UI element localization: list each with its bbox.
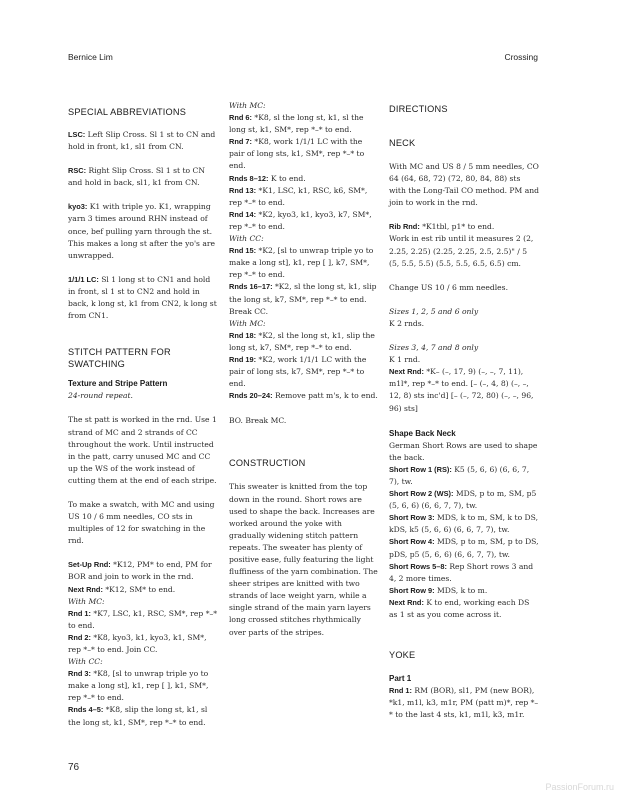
setup-round — [68, 559, 218, 583]
next-round-text: *K12, SM* to end. — [102, 584, 176, 594]
short-row-1-text: K5 (5, 6, 6) (6, 6, 7, 7), tw. — [389, 464, 530, 486]
next-round-label: Next Rnd: — [68, 584, 103, 594]
round-18 — [229, 330, 379, 354]
setup-round-label: Set-Up Rnd: — [68, 560, 111, 570]
round-13 — [229, 185, 379, 209]
header-author: Bernice Lim — [68, 52, 113, 62]
special-abbreviations-heading: SPECIAL ABBREVIATIONS — [68, 107, 187, 117]
short-row-2-label: Short Row 2 (WS): — [389, 489, 454, 499]
round-3-label: Rnd 3: — [68, 669, 91, 679]
pattern-paragraph-1: The st patt is worked in the rnd. Use 1 strand of MC and 2 strands of CC throughout the work. Until instructed in the patt, carry unused MC and CC up the WS of the work instead of cutting them at the end of each stripe. — [68, 415, 217, 485]
round-14 — [229, 209, 379, 233]
round-18-text: *K2, sl the long st, k1, slip the long st, k7, SM*, rep *–* to end. — [229, 330, 375, 352]
abbr-kyo3-label: kyo3: — [68, 202, 88, 212]
round-3 — [68, 668, 218, 704]
column-1 — [68, 100, 218, 729]
round-18-label: Rnd 18: — [229, 330, 257, 340]
setup-round-text: *K12, PM* to end, PM for BOR and join to work in the rnd. — [68, 560, 212, 582]
with-cc-note: With CC: — [68, 657, 103, 667]
abbr-kyo3-text: K1 with triple yo. K1, wrapping yarn 3 times around RHN instead of once, bef pulling yarn through the st. This makes a long st after the yo's are unwrapped. — [68, 202, 215, 260]
abbr-rsc-text: Right Slip Cross. Sl 1 st to CN and hold in back, sl1, k1 from CN. — [68, 166, 205, 188]
next-round-work-ds — [389, 597, 539, 621]
round-15-text: *K2, [sl to unwrap triple yo to make a long st], k1, rep [ ], k7, SM*, rep *–* to end. — [229, 246, 374, 280]
short-row-3-text: MDS, k to m, SM, k to DS, kDS, k5 (5, 6, 6) (6, 6, 7, 7), tw. — [389, 513, 538, 535]
next-round-work-ds-label: Next Rnd: — [389, 597, 424, 607]
short-row-9 — [389, 585, 539, 597]
sizes-note-1: Sizes 1, 2, 5 and 6 only — [389, 306, 479, 316]
change-needles: Change US 10 / 6 mm needles. — [389, 282, 508, 292]
rounds-20-24 — [229, 390, 379, 402]
next-round-work-ds-text: K to end, working each DS as 1 st as you come across it. — [389, 597, 530, 619]
round-6-text: *K8, sl the long st, k1, sl the long st, k1, SM*, rep *–* to end. — [229, 113, 364, 135]
round-13-text: *K1, LSC, k1, RSC, k6, SM*, rep *–* to end. — [229, 185, 368, 207]
next-round — [68, 584, 218, 596]
abbr-lc — [68, 274, 218, 322]
abbr-lc-text: Sl 1 long st to CN1 and hold in front, sl 1 st to CN2 and hold in back, k long st, k1 from CN2, k long st from CN1. — [68, 274, 217, 321]
with-mc-note: With MC: — [68, 596, 105, 606]
construction-heading: CONSTRUCTION — [229, 458, 306, 469]
rib-continue: Work in est rib until it measures 2 (2, 2.25, 2.25) (2.25, 2.25, 2.5, 2.5)" / 5 (5, 5.5, 5.5) (5.5, 5.5, 6.5, 6.5) cm. — [389, 234, 534, 268]
abbr-lsc-text: Left Slip Cross. Sl 1 st to CN and hold in front, k1, sl1 from CN. — [68, 130, 216, 152]
rounds-8-12-text: K to end. — [268, 173, 306, 183]
abbr-kyo3 — [68, 201, 218, 261]
rounds-20-24-label: Rnds 20–24: — [229, 391, 273, 401]
short-row-2-text: MDS, p to m, SM, p5 (5, 6, 6) (6, 6, 7, 7), tw. — [389, 489, 537, 511]
short-row-1-label: Short Row 1 (RS): — [389, 464, 452, 474]
directions-heading: DIRECTIONS — [389, 104, 448, 114]
round-3-text: *K8, [sl to unwrap triple yo to make a long st], k1, rep [ ], k1, SM*, rep *–* to end. — [68, 669, 209, 703]
repeat-note: 24-round repeat. — [68, 391, 133, 401]
round-19 — [229, 354, 379, 390]
short-row-4-label: Short Row 4: — [389, 537, 435, 547]
short-row-3 — [389, 512, 539, 536]
column-3 — [389, 100, 539, 721]
rounds-4-5-label: Rnds 4–5: — [68, 705, 104, 715]
abbr-lsc — [68, 129, 218, 153]
watermark: PassionForum.ru — [545, 782, 614, 792]
short-row-1 — [389, 464, 539, 488]
short-row-9-text: MDS, k to m. — [434, 585, 488, 595]
round-7 — [229, 136, 379, 172]
short-row-9-label: Short Row 9: — [389, 585, 435, 595]
rounds-16-17-text: *K2, sl the long st, k1, slip the long st, k7, SM*, rep *–* to end. Break CC. — [229, 282, 377, 316]
round-19-text: *K2, work 1/1/1 LC with the pair of long sts, k7, SM*, rep *–* to end. — [229, 354, 367, 389]
neck-text: With MC and US 8 / 5 mm needles, CO 64 (64, 68, 72) (72, 80, 84, 88) sts with the Long-Tail CO method. PM and join to work in the rnd. — [389, 162, 539, 208]
rounds-8-12-label: Rnds 8–12: — [229, 173, 269, 183]
round-19-label: Rnd 19: — [229, 354, 257, 364]
yoke-round-1-text: RM (BOR), sl1, PM (new BOR), *k1, m1l, k3, m1r, PM (patt m)*, rep *–* to the last 4 sts, k1, m1l, k3, m1r. — [389, 686, 539, 720]
pattern-paragraph-2: To make a swatch, with MC and using US 10 / 6 mm needles, CO sts in multiples of 12 for swatching in the rnd. — [68, 499, 215, 546]
yoke-round-1 — [389, 685, 539, 721]
round-1-text: *K7, LSC, k1, RSC, SM*, rep *–* to end. — [68, 608, 218, 630]
next-round-increase-text: *K– (–, 17, 9) (–, –, 7, 11), m1l*, rep *–* to end. [– (–, 4, 8) (–, –, 12, 8) sts inc'd] [– (–, 72, 80) (–, –, 96, 96) sts] — [389, 367, 534, 413]
rounds-4-5 — [68, 704, 218, 728]
part-1-subheading: Part 1 — [389, 674, 412, 684]
with-mc-note: With MC: — [229, 101, 266, 110]
column-2 — [229, 100, 379, 639]
rounds-4-5-text: *K8, slip the long st, k1, sl the long st, k1, SM*, rep *–* to end. — [68, 705, 208, 727]
yoke-round-1-label: Rnd 1: — [389, 686, 412, 696]
next-round-increase-label: Next Rnd: — [389, 367, 424, 377]
rib-round — [389, 221, 539, 233]
texture-stripe-subheading: Texture and Stripe Pattern — [68, 379, 168, 389]
page-number: 76 — [68, 762, 80, 773]
round-13-label: Rnd 13: — [229, 185, 257, 195]
round-2 — [68, 632, 218, 656]
rounds-16-17 — [229, 281, 379, 317]
abbr-lsc-label: LSC: — [68, 130, 86, 139]
with-mc-note-2: With MC: — [229, 318, 266, 328]
rib-round-label: Rib Rnd: — [389, 222, 420, 232]
short-row-2 — [389, 488, 539, 512]
short-rows-5-8 — [389, 561, 539, 585]
short-row-4 — [389, 536, 539, 560]
neck-heading: NECK — [389, 138, 416, 148]
abbr-rsc-label: RSC: — [68, 166, 87, 176]
round-6-label: Rnd 6: — [229, 113, 252, 123]
round-2-label: Rnd 2: — [68, 632, 91, 642]
knit-2-rounds: K 2 rnds. — [389, 318, 425, 328]
short-rows-5-8-text: Rep Short rows 3 and 4, 2 more times. — [389, 561, 534, 583]
shape-back-neck-subheading: Shape Back Neck — [389, 428, 456, 438]
yoke-heading: YOKE — [389, 650, 416, 661]
round-7-label: Rnd 7: — [229, 137, 252, 147]
knit-1-round: K 1 rnd. — [389, 355, 421, 365]
round-14-label: Rnd 14: — [229, 209, 257, 219]
round-2-text: *K8, kyo3, k1, kyo3, k1, SM*, rep *–* to end. Join CC. — [68, 632, 207, 654]
next-round-increase — [389, 366, 539, 414]
round-6 — [229, 112, 379, 136]
round-1-label: Rnd 1: — [68, 608, 91, 618]
round-15-label: Rnd 15: — [229, 246, 257, 256]
bind-off-note: BO. Break MC. — [229, 416, 287, 426]
abbr-lc-label: 1/1/1 LC: — [68, 274, 99, 284]
sizes-note-2: Sizes 3, 4, 7 and 8 only — [389, 343, 479, 353]
short-row-3-label: Short Row 3: — [389, 513, 435, 523]
with-cc-note: With CC: — [229, 234, 264, 244]
rib-round-text: *K1tbl, p1* to end. — [419, 222, 495, 232]
construction-text: This sweater is knitted from the top down in the round. Short rows are used to shape the back. Increases are worked around the yoke with gradually widening stitch pattern repeats. The sweater has plenty of positive ease, fully featuring the light fluffiness of the yarn combination. The sheer stripes are knitted with two strands of lace weight yarn, while a single strand of the main yarn layers long crossed stitches rhythmically over parts of the stripes. — [229, 482, 378, 637]
rounds-20-24-text: Remove patt m's, k to end. — [272, 391, 378, 401]
short-rows-5-8-label: Short Rows 5–8: — [389, 561, 447, 571]
round-15 — [229, 245, 379, 281]
abbr-rsc — [68, 165, 218, 189]
header-title: Crossing — [504, 52, 538, 62]
rounds-8-12 — [229, 173, 379, 185]
german-short-rows-note: German Short Rows are used to shape the back. — [389, 440, 538, 462]
rounds-16-17-label: Rnds 16–17: — [229, 282, 273, 292]
round-14-text: *K2, kyo3, k1, kyo3, k7, SM*, rep *–* to end. — [229, 209, 372, 231]
round-1 — [68, 608, 218, 632]
round-7-text: *K8, work 1/1/1 LC with the pair of long sts, k1, SM*, rep *–* to end. — [229, 137, 365, 171]
short-row-4-text: MDS, p to m, SM, p to DS, pDS, p5 (5, 6, 6) (6, 6, 7, 7), tw. — [389, 537, 539, 559]
stitch-pattern-heading: STITCH PATTERN FOR SWATCHING — [68, 347, 171, 370]
